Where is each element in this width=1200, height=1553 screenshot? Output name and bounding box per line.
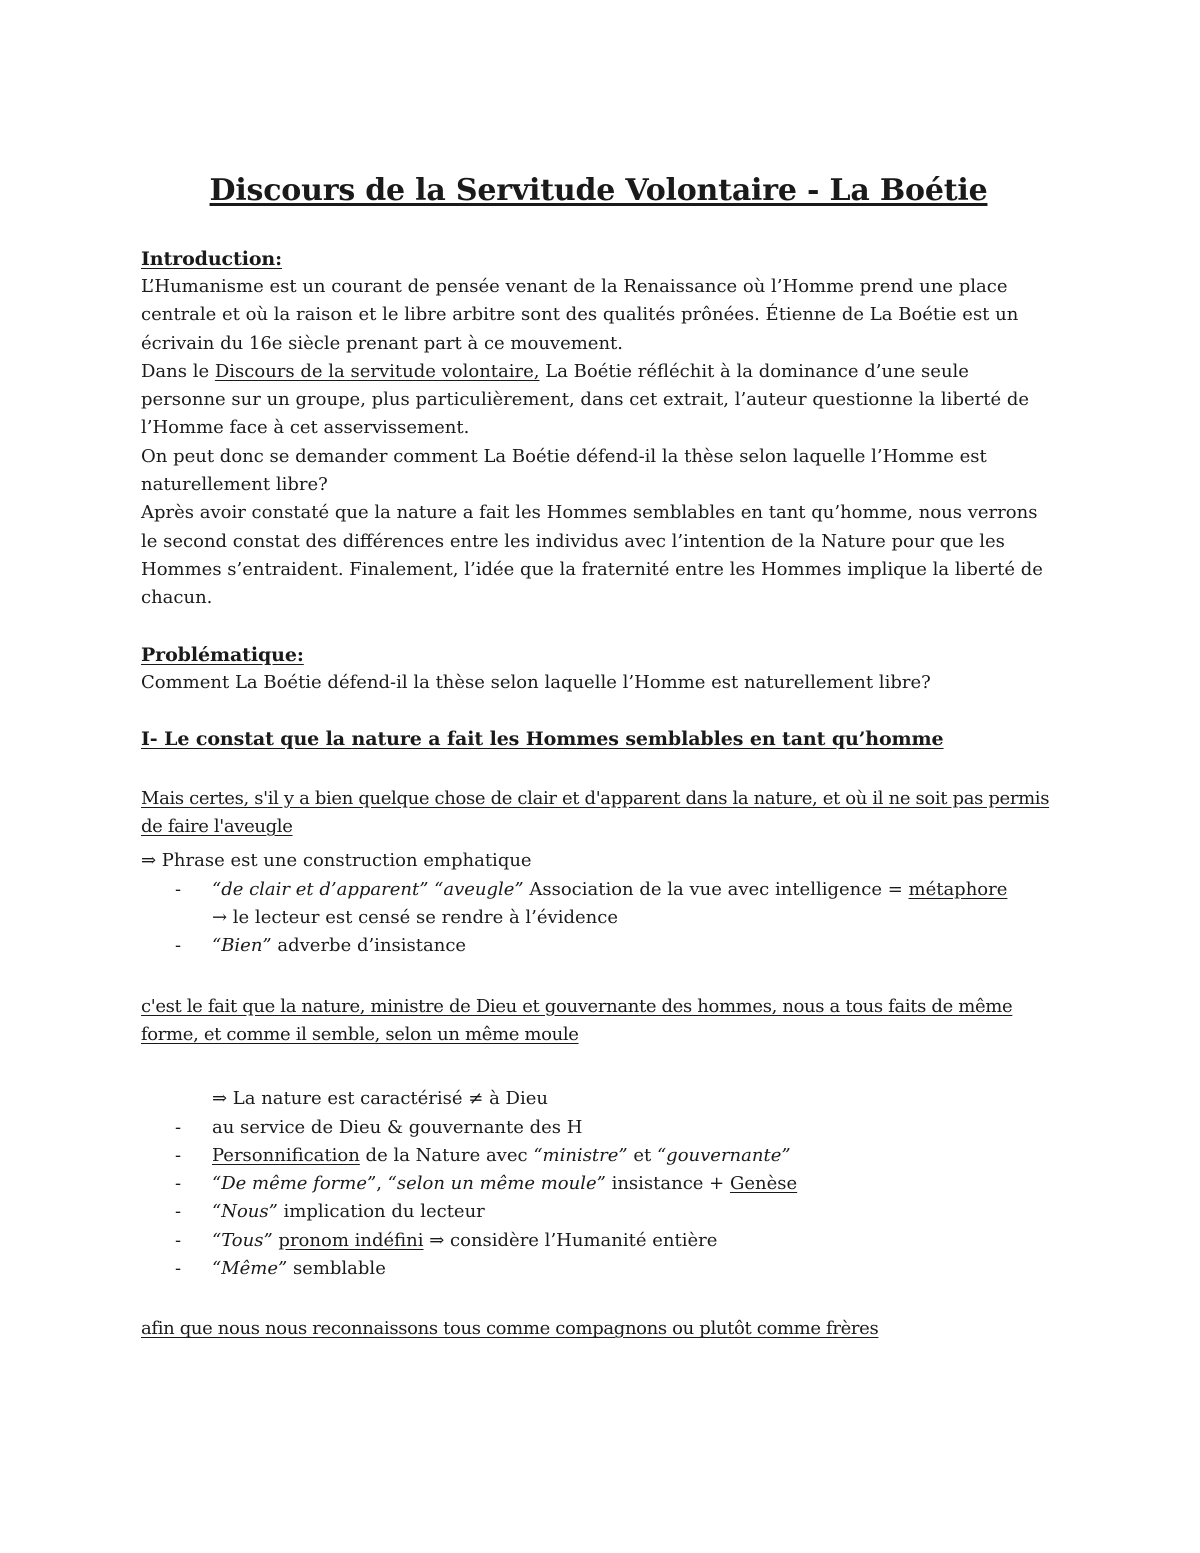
list-dash: - [175,1144,182,1166]
problematique-heading: Problématique: [141,643,304,666]
list-item [141,876,1056,933]
list-text: adverbe d’insistance [271,935,467,957]
quoted-term: “selon un même moule” [387,1173,606,1195]
reference-term: Genèse [729,1173,798,1195]
analysis-1-list [141,876,1056,961]
list-text: semblable [287,1258,386,1280]
quoted-term: “Même” [212,1258,288,1280]
list-dash: - [175,1229,182,1251]
analysis-2-list [141,1114,1056,1284]
introduction-paragraph-2 [141,358,1056,443]
list-item [141,1142,1056,1170]
list-dash: - [175,1201,182,1223]
quoted-term: “Bien” [212,935,272,957]
grammar-term: pronom indéfini [278,1229,424,1251]
page-title: Discours de la Servitude Volontaire - La Boétie [209,173,988,208]
list-text: Association de la vue avec intelligence = [523,878,909,900]
list-text: → le lecteur est censé se rendre à l’évidence [212,907,618,929]
list-text: insistance + [605,1173,730,1195]
quote-1: Mais certes, s'il y a bien quelque chose de clair et d'apparent dans la nature, et où il ne soit pas permis de faire l'aveugle [141,787,1050,838]
list-text: implication du lecteur [277,1201,485,1223]
introduction-paragraph-3: On peut donc se demander comment La Boétie défend-il la thèse selon laquelle l’Homme est naturellement libre? [141,445,987,496]
list-text: de la Nature avec [359,1144,534,1166]
document-body [141,172,1056,1344]
list-item [141,1170,1056,1198]
figure-of-speech: Personnification [212,1144,360,1166]
list-text: et [627,1144,657,1166]
list-item [141,932,1056,960]
introduction-text: Dans le [141,360,215,382]
list-dash: - [175,878,182,900]
list-item [141,1255,1056,1283]
list-item [141,1114,1056,1142]
introduction-heading: Introduction: [141,248,283,270]
work-title-reference: Discours de la servitude volontaire, [214,360,540,382]
quoted-term: “Tous” [212,1229,273,1251]
quoted-term: “ministre” [533,1144,628,1166]
list-item [141,1198,1056,1226]
list-dash: - [175,1258,182,1280]
quoted-term: “gouvernante” [656,1144,791,1166]
analysis-2-lead: ⇒ La nature est caractérisé ≠ à Dieu [212,1088,548,1110]
quoted-term: “Nous” [212,1201,278,1223]
introduction-text: La Boétie réfléchit à la dominance d’une seule personne sur un groupe, plus particulièrement, dans cet extrait, l’auteur questionne la liberté de l’Homme face à cet asservissement. [141,360,1030,439]
list-dash: - [175,1116,182,1138]
list-dash: - [175,935,182,957]
list-text: au service de Dieu & gouvernante des H [212,1116,583,1138]
quoted-term: “De même forme” [212,1173,377,1195]
list-dash: - [175,1173,182,1195]
list-item [141,1227,1056,1255]
introduction-paragraph-4: Après avoir constaté que la nature a fait les Hommes semblables en tant qu’homme, nous verrons le second constat des différences entre les individus avec l’intention de la Nature pour que les Hommes s’entraident. Finalement, l’idée que la fraternité entre les Hommes implique la liberté de chacun. [141,502,1043,609]
introduction-paragraph-1: L’Humanisme est un courant de pensée venant de la Renaissance où l’Homme prend une place centrale et où la raison et le libre arbitre sont des qualités prônées. Étienne de La Boétie est un écrivain du 16e siècle prenant part à ce mouvement. [141,276,1019,354]
quote-3: afin que nous nous reconnaissons tous comme compagnons ou plutôt comme frères [141,1318,879,1340]
quoted-term: “de clair et d’apparent” [212,878,429,900]
figure-of-speech: métaphore [908,878,1008,900]
analysis-1-lead: ⇒ Phrase est une construction emphatique [141,850,532,872]
list-text: , [376,1173,388,1195]
problematique-text: Comment La Boétie défend-il la thèse selon laquelle l’Homme est naturellement libre? [141,671,931,693]
quoted-term: “aveugle” [434,878,524,900]
list-text: ⇒ considère l’Humanité entière [423,1229,718,1251]
quote-2: c'est le fait que la nature, ministre de Dieu et gouvernante des hommes, nous a tous faits de même forme, et comme il semble, selon un même moule [141,995,1013,1045]
part-1-heading: I- Le constat que la nature a fait les Hommes semblables en tant qu’homme [141,727,944,750]
